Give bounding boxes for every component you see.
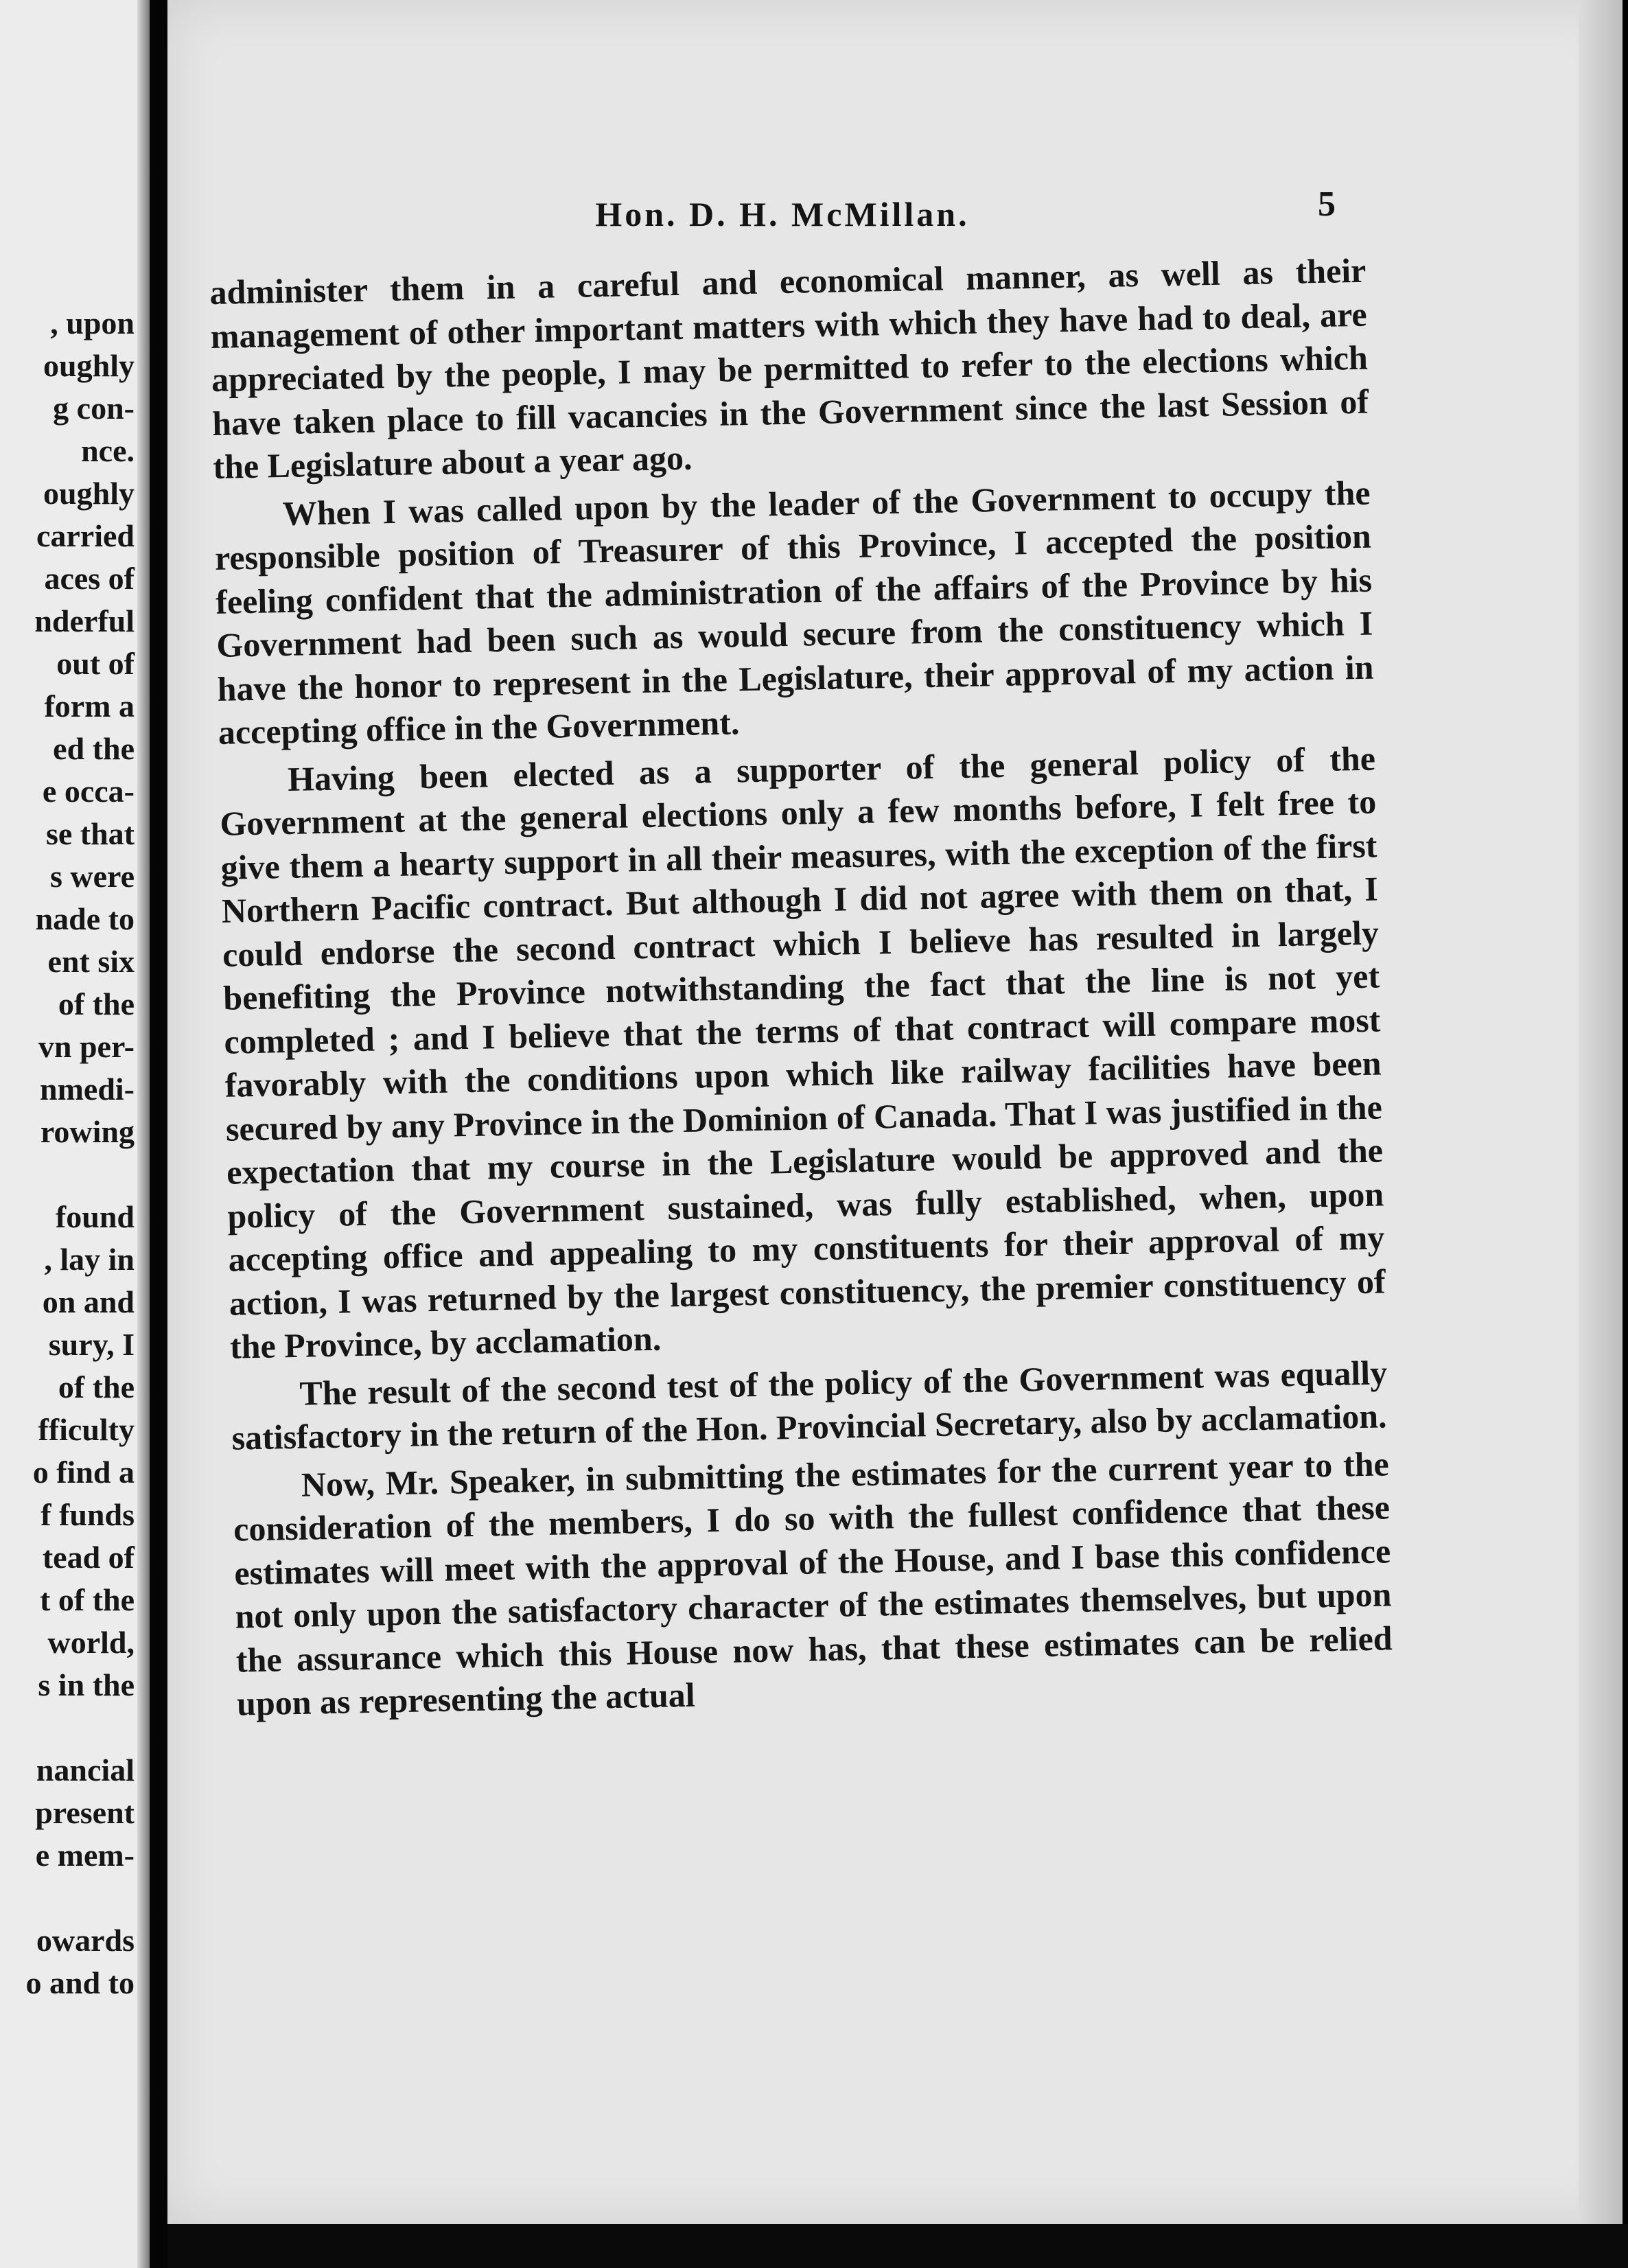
paragraph: administer them in a careful and economical manner, as well as their management of other important matters with which they have had to deal, are appreciated by the people, I may be permitted to refer to the elections which have taken place to fill vacancies in the Government since the last Session of the Legislature about a year ago. [209, 251, 1369, 486]
facing-page-line: ent six [47, 944, 135, 979]
facing-page-line: rowing [40, 1114, 135, 1149]
facing-page-line: t of the [40, 1582, 135, 1617]
facing-page-line: o and to [25, 1965, 135, 2000]
facing-page-line: s in the [38, 1667, 135, 1702]
facing-page-line: oughly [43, 348, 135, 383]
running-head: Hon. D. H. McMillan. [595, 195, 970, 233]
facing-page-line: fficulty [38, 1412, 135, 1447]
facing-page-line: s were [49, 859, 135, 894]
facing-page-line: nmedi- [40, 1072, 135, 1107]
facing-page-line [26, 1153, 135, 1196]
facing-page-line: world, [47, 1625, 135, 1660]
book-gutter [150, 0, 167, 2268]
paragraph: Now, Mr. Speaker, in submitting the estimates for the current year to the consideration of the members, I do so with the fullest confidence that these estimates will meet with the approval of the House, and I base this confidence not only upon the satisfactory character of the estimates themselves, but upon the assurance which this House now has, that these estimates can be relied upon as representing the actual [233, 1444, 1393, 1723]
paragraph: The result of the second test of the policy of the Government was equally satisfactory in the return of the Hon. Provincial Secretary, also by acclamation. [231, 1352, 1388, 1457]
facing-page-line: sury, I [48, 1327, 135, 1362]
facing-page-line: tead of [42, 1540, 135, 1575]
facing-page-line: owards [36, 1923, 135, 1958]
facing-page-line: nancial [36, 1752, 135, 1787]
facing-page-line: f funds [40, 1497, 135, 1532]
facing-page-line: e occa- [42, 774, 135, 809]
facing-page-line: e mem- [35, 1838, 135, 1873]
facing-page-line: o find a [32, 1455, 135, 1490]
paragraph: When I was called upon by the leader of the Government to occupy the responsible position of Treasurer of this Province, I accepted the position feeling confident that the administration of the affairs of the Province by his Government had been such as would secure from the constituency which I have the honor to represent in the Legislature, their approval of my action in accepting office in the Government. [214, 473, 1374, 752]
page-edge-right [1579, 0, 1623, 2224]
facing-page-line: out of [56, 646, 135, 681]
page-edge-bottom [167, 2224, 1628, 2268]
facing-page-line [26, 1877, 135, 1919]
facing-page-line: of the [58, 986, 135, 1021]
facing-page-line: found [55, 1199, 135, 1234]
paragraph: Having been elected as a supporter of the general policy of the Government at the general elections only a few months before, I felt free to give them a hearty support in all their measures, with the exception of the first Northern Pacific contract. But although I did not agree with them on that, I could endorse the second contract which I believe has resulted in largely benefiting the Province notwithstanding the fact that the line is not yet completed ; and I believe that the terms of that contract will compare most favorably with the conditions upon which like railway facilities have been secured by any Province in the Dominion of Canada. That I was justified in the expectation that my course in the Legislature would be approved and the policy of the Government sustained, was fully established, when, upon accepting office and appealing to my constituents for their approval of my action, I was returned by the largest constituency, the premier constituency of the Province, by acclamation. [219, 739, 1386, 1366]
facing-page-edge [137, 0, 150, 2268]
facing-page-line: on and [42, 1284, 135, 1319]
facing-page-line: ed the [53, 731, 135, 766]
facing-page-line: form a [44, 688, 135, 724]
facing-page-line: nderful [34, 603, 135, 638]
page-number: 5 [1318, 185, 1336, 224]
body-text [209, 249, 1393, 1730]
facing-page-line: carried [36, 518, 135, 553]
facing-page-line: present [35, 1795, 135, 1830]
facing-page-text [26, 302, 135, 2004]
facing-page-line: oughly [43, 476, 135, 511]
facing-page-line: nade to [35, 901, 135, 936]
facing-page-fragment [0, 0, 150, 2268]
facing-page-line: aces of [44, 561, 135, 596]
facing-page-line [26, 1706, 135, 1749]
facing-page-line: , lay in [44, 1242, 135, 1277]
facing-page-line: nce. [81, 433, 135, 468]
facing-page-line: g con- [53, 391, 135, 426]
facing-page-line: se that [45, 816, 135, 851]
facing-page-line: vn per- [38, 1029, 135, 1064]
facing-page-line: , upon [50, 305, 135, 340]
facing-page-line: of the [58, 1369, 135, 1404]
